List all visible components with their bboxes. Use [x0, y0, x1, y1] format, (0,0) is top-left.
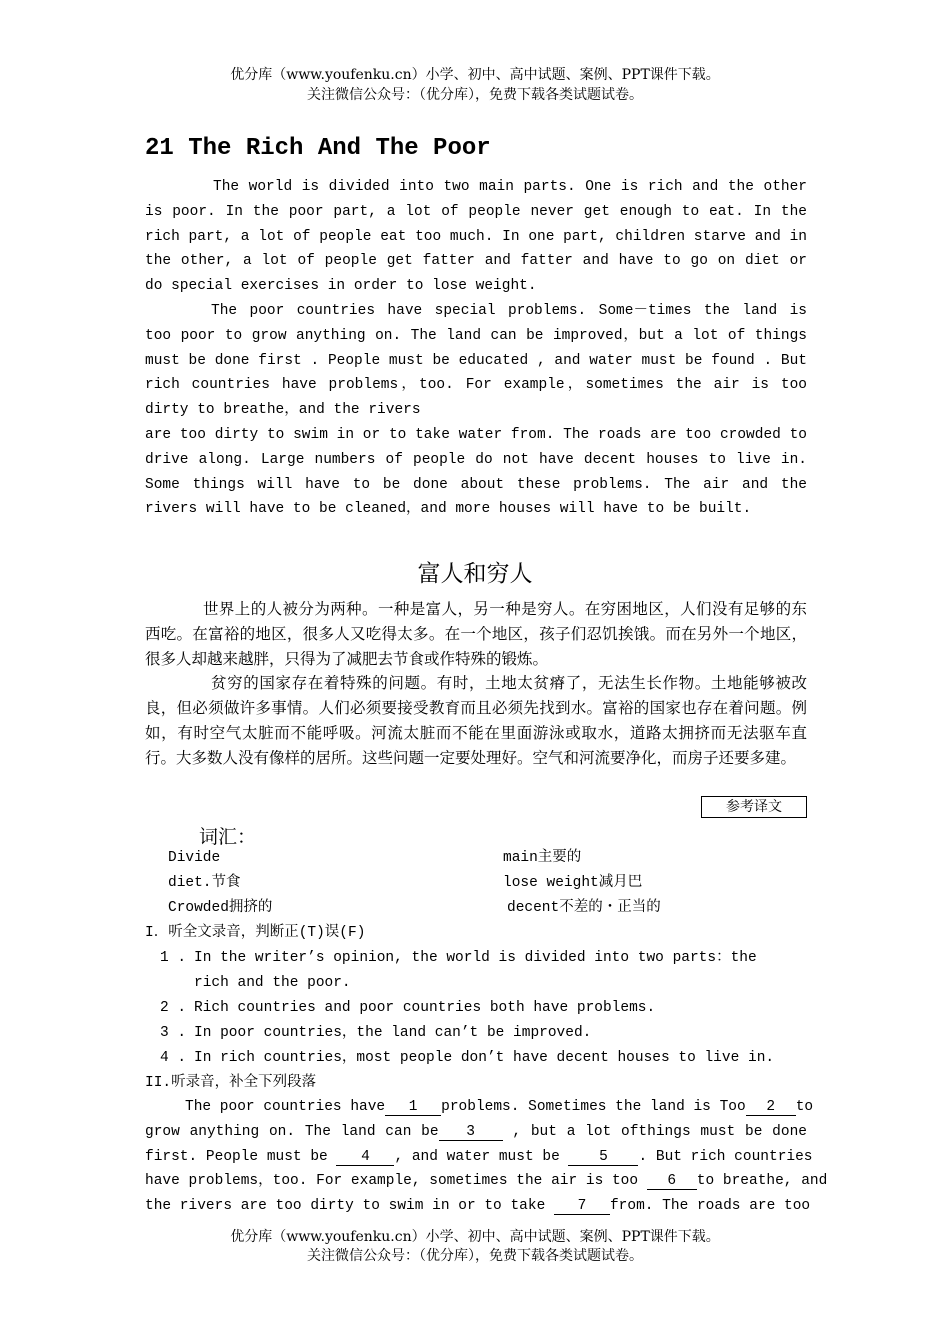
question-number: 4 . — [160, 1050, 187, 1066]
section-1-heading: I．听全文录音，判断正(T)误(F) — [145, 925, 366, 941]
question-number: 1 . — [160, 950, 187, 966]
question-text: rich and the poor. — [194, 975, 351, 991]
footer-line-1: 优分库（www.youfenku.cn）小学、初中、高中试题、案例、PPT课件下载。 — [230, 1229, 720, 1245]
question-number: 2 . — [160, 1000, 187, 1016]
header-line-2: 关注微信公众号：（优分库），免费下载各类试题试卷。 — [307, 87, 643, 103]
english-paragraph-1: The world is divided into two main parts. One is rich and the other is poor. In the poor part, a lot of people never get enough to eat. In the rich part, a lot of people eat too much. In one part, children starve and in the other, a lot of people get fatter and fatter and have to go on diet or do special exercises in order to lose weight. — [145, 179, 807, 295]
cloze-line: The poor countries have 1 problems. Sometimes the land is Too 2 to — [185, 1099, 814, 1115]
cloze-line: have problems，too. For example, sometimes the air is too 6 to breathe, and — [145, 1173, 828, 1190]
answer-blank-5[interactable]: 5 — [568, 1149, 638, 1166]
cloze-line: first. People must be 4 , and water must be 5 . But rich countries — [145, 1148, 813, 1165]
cloze-paragraph — [145, 1095, 828, 1219]
english-paragraph-2b: are too dirty to swim in or to take water from. The roads are too crowded to drive along. Large numbers of people do not have decent houses to live in. Some things will have to be done about these problems. The air and the rivers will have to be cleaned，and more houses will have to be built. — [145, 426, 807, 518]
cloze-line: the rivers are too dirty to swim in or to take 7 from. The roads are too — [145, 1198, 811, 1215]
cloze-line: grow anything on. The land can be 3 , but a lot ofthings must be done — [145, 1123, 807, 1140]
answer-blank-7[interactable]: 7 — [554, 1198, 610, 1215]
reference-translation-button[interactable]: 参考译文 — [701, 796, 807, 818]
answer-blank-2[interactable]: 2 — [746, 1099, 796, 1116]
answer-blank-1[interactable]: 1 — [385, 1099, 441, 1116]
page-title: 21 The Rich And The Poor — [145, 135, 491, 162]
vocab-item: decent不差的・正当的 — [507, 900, 661, 916]
answer-blank-6[interactable]: 6 — [647, 1173, 697, 1190]
question-text: In poor countries，the land can’t be improved. — [194, 1025, 592, 1041]
question-number: 3 . — [160, 1025, 187, 1041]
vocab-item: Crowded拥挤的 — [168, 900, 273, 916]
vocab-item: lose weight减月巴 — [503, 875, 643, 891]
answer-blank-4[interactable]: 4 — [336, 1149, 394, 1166]
vocab-item: diet.节食 — [168, 875, 241, 891]
footer-line-2: 关注微信公众号：（优分库），免费下载各类试题试卷。 — [307, 1248, 643, 1264]
chinese-passage — [145, 597, 807, 771]
english-paragraph-2a: The poor countries have special problems. Some－times the land is too poor to grow anything on. The land can be improved，but a lot of things must be done first . People must be educated , and water must be found . But rich countries have problems，too. For example，sometimes the air is too dirty to breathe，and the rivers — [145, 302, 807, 419]
vocab-item: main主要的 — [503, 850, 582, 866]
vocab-heading: 词汇： — [199, 826, 257, 848]
chinese-title: 富人和穷人 — [417, 561, 533, 587]
chinese-paragraph-2: 贫穷的国家存在着特殊的问题。有时，土地太贫瘠了，无法生长作物。土地能够被改良，但必须做许多事情。人们必须要接受教育而且必须先找到水。富裕的国家也存在着问题。例如，有时空气太脏而不能呼吸。河流太脏而不能在里面游泳或取水，道路太拥挤而无法驱车直行。大多数人没有像样的居所。这些问题一定要处理好。空气和河流要净化，而房子还要多建。 — [145, 674, 807, 767]
question-text: In rich countries，most people don’t have decent houses to live in. — [194, 1050, 775, 1066]
english-passage — [145, 175, 807, 522]
header-line-1: 优分库（www.youfenku.cn）小学、初中、高中试题、案例、PPT课件下载。 — [230, 67, 720, 83]
vocab-item: Divide — [168, 850, 221, 866]
chinese-paragraph-1: 世界上的人被分为两种。一种是富人，另一种是穷人。在穷困地区，人们没有足够的东西吃。在富裕的地区，很多人又吃得太多。在一个地区，孩子们忍饥挨饿。而在另外一个地区，很多人却越来越胖，只得为了减肥去节食或作特殊的锻炼。 — [145, 600, 807, 668]
answer-blank-3[interactable]: 3 — [439, 1124, 503, 1141]
question-text: Rich countries and poor countries both have problems. — [194, 1000, 656, 1016]
section-2-heading: II.听录音，补全下列段落 — [145, 1075, 317, 1091]
question-text: In the writer’s opinion, the world is divided into two parts：the — [194, 950, 757, 966]
